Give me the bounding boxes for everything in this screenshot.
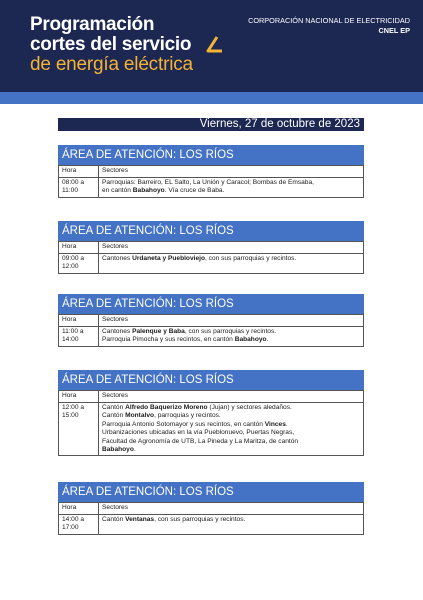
- table-row: [59, 327, 364, 347]
- sector-line: [102, 429, 360, 437]
- table-row: [59, 403, 364, 456]
- sector-text: Parroquias: Barreiro, EL Salto, La Unión y Caracol; Bombas de Emsaba,: [102, 179, 314, 186]
- service-area-block: [58, 221, 364, 274]
- table-header-row: [59, 391, 364, 403]
- sector-text: .: [133, 446, 136, 454]
- area-title: ÁREA DE ATENCIÓN: LOS RÍOS: [58, 145, 364, 165]
- service-area-block: [58, 145, 364, 198]
- sectores-column-header: Sectores: [99, 503, 364, 515]
- corp-line-2: CNEL EP: [378, 26, 410, 35]
- corp-line-1: CORPORACIÓN NACIONAL DE ELECTRICIDAD: [248, 16, 410, 25]
- schedule-table: [58, 502, 364, 535]
- start-time: 14:00 a: [62, 516, 84, 523]
- sector-place-name: Vinces: [264, 420, 286, 428]
- end-time: 14:00: [62, 336, 79, 344]
- header-accent-bar: [0, 92, 423, 104]
- sector-line: [102, 328, 360, 336]
- sector-place-name: Urdaneta y Puebloviejo: [132, 255, 205, 262]
- time-range-cell: [59, 178, 99, 198]
- sector-text: . Vía cruce de Baba.: [164, 187, 225, 195]
- hora-column-header: Hora: [59, 166, 99, 178]
- start-time: 09:00 a: [62, 255, 84, 262]
- hora-column-header: Hora: [59, 503, 99, 515]
- schedule-table: [58, 165, 364, 198]
- sector-text: Cantones: [102, 328, 133, 335]
- sector-line: [102, 187, 360, 195]
- sector-place-name: Babahoyo: [102, 446, 134, 454]
- sector-line: [102, 516, 360, 524]
- schedule-table: [58, 314, 364, 347]
- sectors-cell: [99, 178, 364, 198]
- date-banner: [58, 118, 364, 131]
- table-header-row: [59, 242, 364, 254]
- sector-line: [102, 412, 360, 420]
- sectors-cell: [99, 515, 364, 535]
- sectores-column-header: Sectores: [99, 242, 364, 254]
- sectors-cell: [99, 403, 364, 456]
- start-time: 12:00 a: [62, 404, 84, 411]
- sector-text: Parroquia Pimocha y sus recintos, en cantón: [102, 336, 235, 344]
- table-row: [59, 515, 364, 535]
- sector-place-name: Montalvo: [125, 412, 155, 420]
- sector-line: [102, 421, 360, 429]
- end-time: 11:00: [62, 187, 79, 195]
- sector-line: [102, 446, 360, 454]
- sector-line: [102, 404, 360, 412]
- sectores-column-header: Sectores: [99, 166, 364, 178]
- service-area-block: [58, 294, 364, 347]
- end-time: 12:00: [62, 263, 79, 271]
- time-range-cell: [59, 327, 99, 347]
- end-time: 15:00: [62, 412, 79, 420]
- sectores-column-header: Sectores: [99, 391, 364, 403]
- time-range-cell: [59, 403, 99, 456]
- time-range-cell: [59, 254, 99, 274]
- header-title: [30, 15, 193, 75]
- sector-text: Cantón: [102, 412, 126, 420]
- schedule-table: [58, 390, 364, 456]
- sector-text: , con sus parroquias y recintos.: [204, 255, 297, 262]
- sector-line: [102, 336, 360, 344]
- sector-text: , con sus parroquias y recintos.: [154, 516, 246, 523]
- sector-text: Cantones: [102, 255, 133, 262]
- area-title: ÁREA DE ATENCIÓN: LOS RÍOS: [58, 482, 364, 502]
- sector-text: Facultad de Agronomía de UTB, La Pineda y La Maritza, de cantón: [102, 437, 299, 445]
- sector-text: Urbanizaciones ubicadas en la vía Pueblonuevo, Puertas Negras,: [102, 429, 295, 437]
- sector-line: [102, 255, 360, 263]
- table-row: [59, 254, 364, 274]
- hora-column-header: Hora: [59, 315, 99, 327]
- start-time: 08:00 a: [62, 179, 84, 186]
- sector-line: [102, 438, 360, 446]
- sectores-column-header: Sectores: [99, 315, 364, 327]
- date-label: Viernes, 27 de octubre de 2023: [199, 118, 360, 130]
- start-time: 11:00 a: [62, 328, 84, 335]
- sector-text: en cantón: [102, 187, 133, 195]
- hora-column-header: Hora: [59, 242, 99, 254]
- end-time: 17:00: [62, 524, 79, 532]
- corporation-name: [248, 16, 410, 36]
- sector-place-name: Alfredo Baquerizo Moreno: [125, 404, 208, 411]
- sector-text: , parroquias y recintos.: [154, 412, 221, 420]
- table-header-row: [59, 503, 364, 515]
- sector-text: (Jujan) y sectores aledaños.: [207, 404, 292, 411]
- sector-place-name: Babahoyo: [234, 336, 267, 344]
- area-title: ÁREA DE ATENCIÓN: LOS RÍOS: [58, 370, 364, 390]
- sector-text: Parroquia Antonio Sotomayor y sus recintos, en cantón: [102, 420, 265, 428]
- page-header: [0, 0, 423, 92]
- time-range-cell: [59, 515, 99, 535]
- sector-text: .: [285, 420, 288, 428]
- sector-place-name: Palenque y Baba: [132, 328, 185, 335]
- sector-place-name: Ventanas: [125, 516, 155, 523]
- hora-column-header: Hora: [59, 391, 99, 403]
- sector-text: Cantón: [102, 404, 126, 411]
- sectors-cell: [99, 327, 364, 347]
- table-header-row: [59, 166, 364, 178]
- sector-text: Cantón: [102, 516, 126, 523]
- table-header-row: [59, 315, 364, 327]
- sector-text: , con sus parroquias y recintos.: [184, 328, 277, 335]
- title-line-2: cortes del servicio: [30, 34, 192, 55]
- title-line-3: de energía eléctrica: [30, 54, 193, 75]
- schedule-table: [58, 241, 364, 274]
- sectors-cell: [99, 254, 364, 274]
- sector-line: [102, 179, 360, 187]
- area-title: ÁREA DE ATENCIÓN: LOS RÍOS: [58, 221, 364, 241]
- lightning-accent-icon: [206, 35, 224, 55]
- area-title: ÁREA DE ATENCIÓN: LOS RÍOS: [58, 294, 364, 314]
- sector-place-name: Babahoyo: [132, 187, 165, 195]
- sector-text: .: [266, 336, 269, 344]
- service-area-block: [58, 482, 364, 535]
- title-line-1: Programación: [30, 14, 155, 35]
- table-row: [59, 178, 364, 198]
- service-area-block: [58, 370, 364, 456]
